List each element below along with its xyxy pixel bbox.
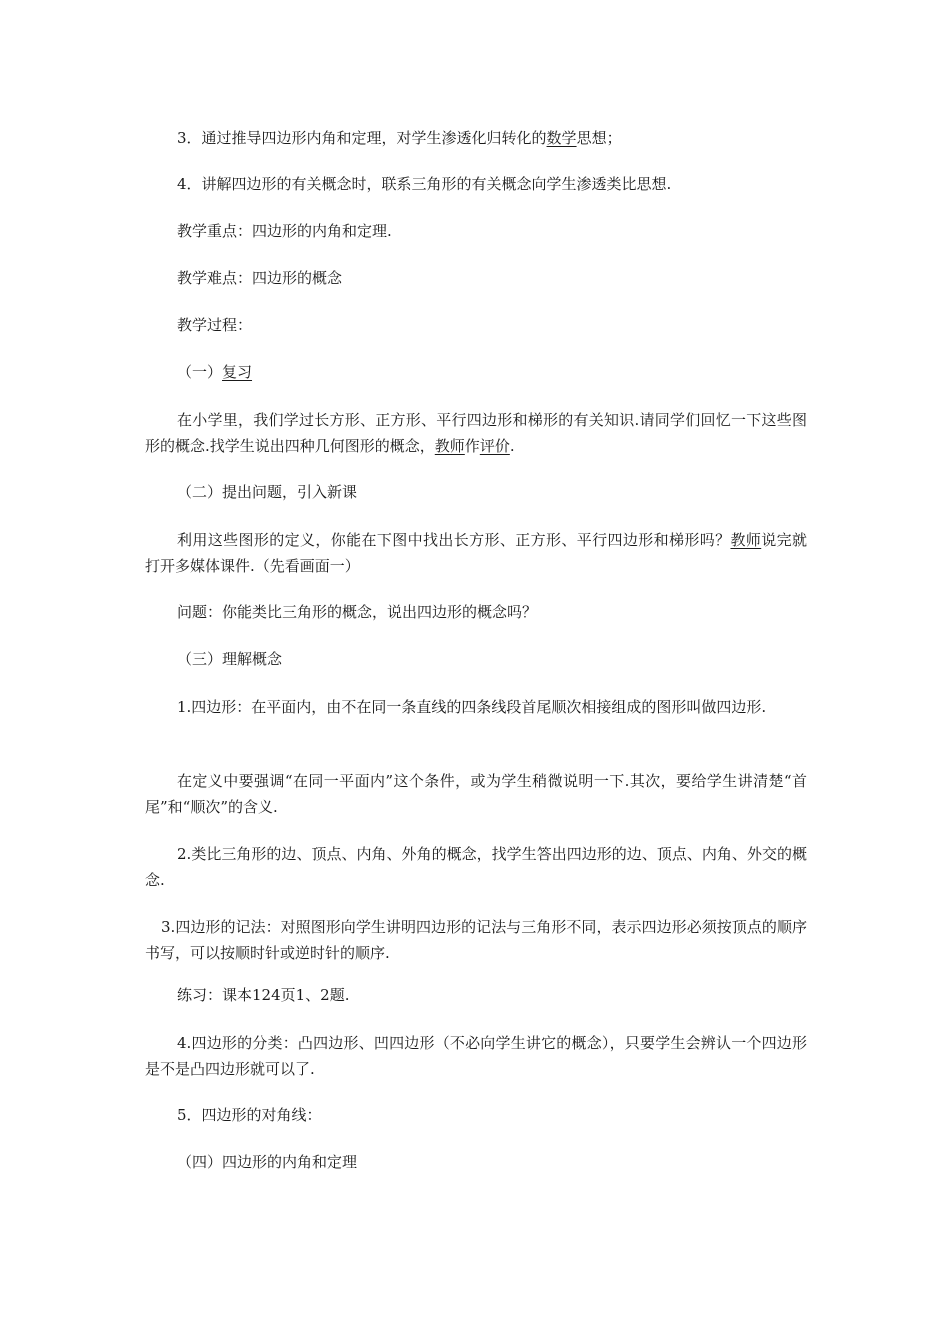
section-3-heading: （三）理解概念 (177, 650, 283, 668)
teaching-focus: 教学重点：四边形的内角和定理. (177, 222, 392, 240)
review-mid: 作 (464, 437, 480, 455)
objective-3 (177, 127, 622, 149)
math-link[interactable]: 数学 (546, 129, 577, 147)
objective-4: 4．讲解四边形的有关概念时，联系三角形的有关概念向学生渗透类比思想. (177, 175, 672, 193)
intro-paragraph (145, 527, 807, 579)
review-paragraph (145, 407, 807, 459)
section-1-number: （一） (177, 363, 223, 381)
teaching-difficulty: 教学难点：四边形的概念 (177, 269, 343, 287)
section-2-heading: （二）提出问题，引入新课 (177, 483, 358, 501)
review-link[interactable]: 复习 (222, 363, 253, 381)
concept-3: 3.四边形的记法：对照图形向学生讲明四边形的记法与三角形不同，表示四边形必须按顶点的顺序书写，可以按顺时针或逆时针的顺序. (145, 918, 807, 962)
concept-4: 4.四边形的分类：凸四边形、凹四边形（不必向学生讲它的概念），只要学生会辨认一个四边形是不是凸四边形就可以了. (145, 1034, 807, 1078)
concept-1-note: 在定义中要强调“在同一平面内”这个条件，或为学生稍微说明一下.其次，要给学生讲清楚“首尾”和“顺次”的含义. (145, 772, 807, 816)
concept-1: 1.四边形：在平面内，由不在同一条直线的四条线段首尾顺次相接组成的图形叫做四边形. (177, 698, 767, 716)
review-text: 在小学里，我们学过长方形、正方形、平行四边形和梯形的有关知识.请同学们回忆一下这些图形的概念.找学生说出四种几何图形的概念， (145, 411, 807, 455)
intro-tail: 说完就打开多媒体课件.（先看画面一） (145, 531, 807, 575)
objective-3-tail: 思想； (576, 129, 622, 147)
teaching-process-heading: 教学过程： (177, 316, 253, 334)
concept-2: 2.类比三角形的边、顶点、内角、外角的概念，找学生答出四边形的边、顶点、内角、外交的概念. (145, 845, 807, 889)
exercise-line: 练习：课本124页1、2题. (177, 986, 350, 1004)
objective-3-text: 3．通过推导四边形内角和定理，对学生渗透化归转化的 (177, 129, 547, 147)
teacher-link-2[interactable]: 教师 (730, 531, 762, 549)
concept-5: 5．四边形的对角线： (177, 1106, 322, 1124)
question-line: 问题：你能类比三角形的概念，说出四边形的概念吗？ (177, 603, 538, 621)
review-end: . (509, 437, 515, 455)
section-4-heading: （四）四边形的内角和定理 (177, 1153, 358, 1171)
evaluation-link[interactable]: 评价 (479, 437, 510, 455)
teacher-link[interactable]: 教师 (434, 437, 465, 455)
intro-text: 利用这些图形的定义，你能在下图中找出长方形、正方形、平行四边形和梯形吗？ (177, 531, 731, 549)
section-1-heading (177, 361, 252, 383)
